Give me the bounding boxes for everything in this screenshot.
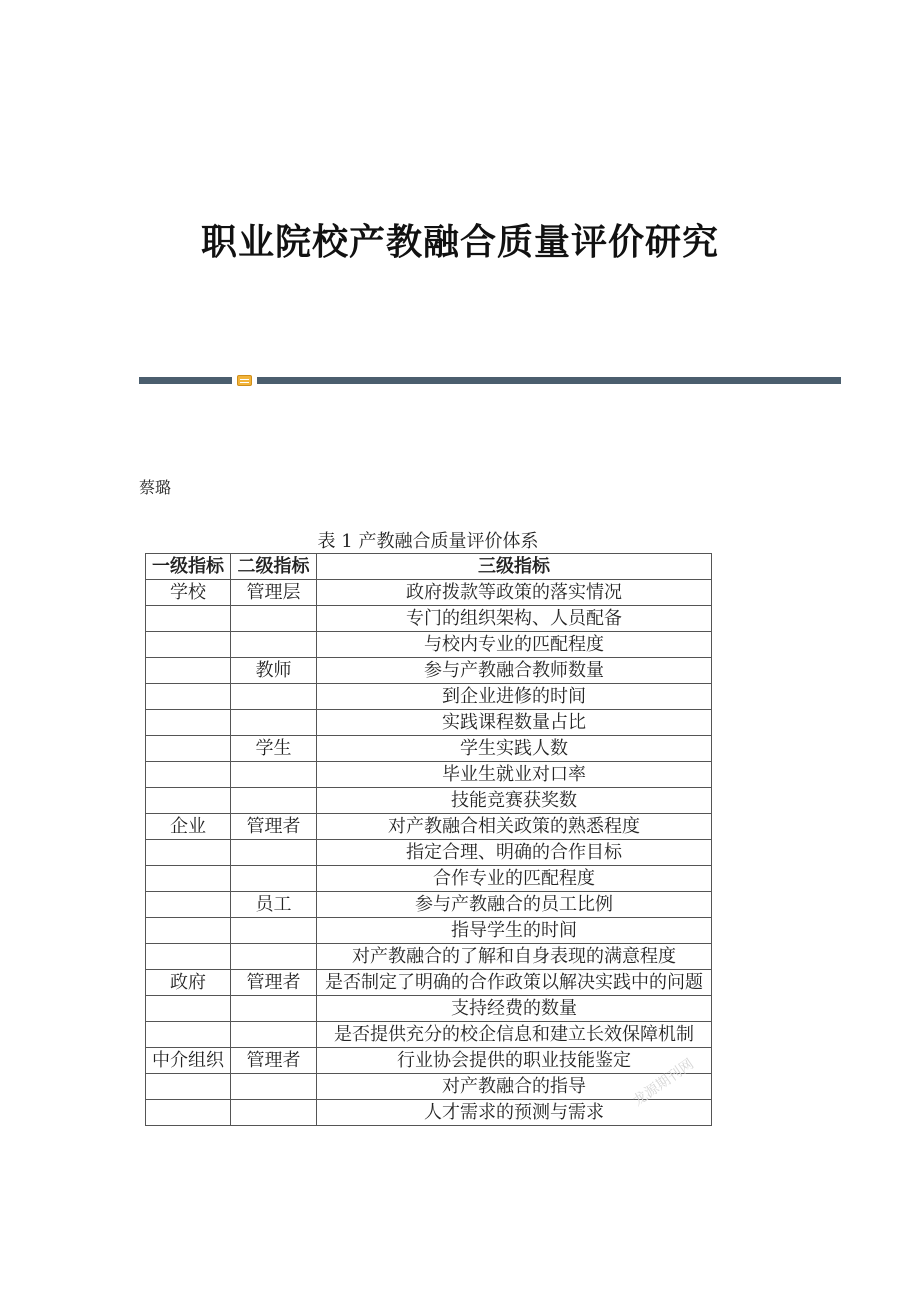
cell-level-3: 学生实践人数 [317, 736, 712, 762]
cell-level-3: 到企业进修的时间 [317, 684, 712, 710]
table-row [146, 762, 712, 788]
cell-level-1 [146, 1022, 231, 1048]
cell-level-1 [146, 736, 231, 762]
cell-level-3: 参与产教融合教师数量 [317, 658, 712, 684]
table-row [146, 632, 712, 658]
cell-level-2: 学生 [231, 736, 317, 762]
table-row [146, 814, 712, 840]
table-row [146, 606, 712, 632]
table-row [146, 658, 712, 684]
header-level-2: 二级指标 [231, 554, 317, 580]
cell-level-1 [146, 1100, 231, 1126]
cell-level-1 [146, 840, 231, 866]
table-row [146, 684, 712, 710]
cell-level-2: 管理层 [231, 580, 317, 606]
header-level-3: 三级指标 [317, 554, 712, 580]
table-row [146, 1100, 712, 1126]
cell-level-1 [146, 762, 231, 788]
cell-level-3: 政府拨款等政策的落实情况 [317, 580, 712, 606]
cell-level-3: 行业协会提供的职业技能鉴定 [317, 1048, 712, 1074]
cell-level-3: 实践课程数量占比 [317, 710, 712, 736]
cell-level-1 [146, 918, 231, 944]
cell-level-2: 管理者 [231, 814, 317, 840]
table-row [146, 710, 712, 736]
cell-level-2 [231, 684, 317, 710]
cell-level-2: 管理者 [231, 1048, 317, 1074]
cell-level-2 [231, 762, 317, 788]
cell-level-3: 技能竞赛获奖数 [317, 788, 712, 814]
document-title: 职业院校产教融合质量评价研究 [200, 221, 719, 263]
cell-level-1 [146, 788, 231, 814]
cell-level-3: 与校内专业的匹配程度 [317, 632, 712, 658]
table-row [146, 996, 712, 1022]
table-caption: 表 1 产教融合质量评价体系 [317, 531, 539, 552]
cell-level-2 [231, 1100, 317, 1126]
cell-level-1 [146, 866, 231, 892]
cell-level-2 [231, 632, 317, 658]
cell-level-2 [231, 1022, 317, 1048]
cell-level-1: 政府 [146, 970, 231, 996]
header-level-1: 一级指标 [146, 554, 231, 580]
cell-level-2 [231, 840, 317, 866]
cell-level-1 [146, 632, 231, 658]
watermark: 龙源期刊网 [630, 1056, 697, 1110]
cell-level-1: 企业 [146, 814, 231, 840]
cell-level-1 [146, 996, 231, 1022]
table-row [146, 944, 712, 970]
table-header-row [146, 554, 712, 580]
table-row [146, 918, 712, 944]
cell-level-1 [146, 684, 231, 710]
cell-level-3: 对产教融合相关政策的熟悉程度 [317, 814, 712, 840]
table-row [146, 892, 712, 918]
table-row [146, 866, 712, 892]
cell-level-3: 是否制定了明确的合作政策以解决实践中的问题 [317, 970, 712, 996]
table-row [146, 736, 712, 762]
divider-bar-right [257, 377, 841, 384]
cell-level-1 [146, 1074, 231, 1100]
cell-level-1 [146, 710, 231, 736]
table-row [146, 1048, 712, 1074]
title-divider [139, 375, 841, 385]
table-row [146, 840, 712, 866]
cell-level-3: 参与产教融合的员工比例 [317, 892, 712, 918]
cell-level-2 [231, 606, 317, 632]
table-row [146, 970, 712, 996]
cell-level-3: 指定合理、明确的合作目标 [317, 840, 712, 866]
author-name: 蔡璐 [139, 478, 172, 497]
cell-level-3: 专门的组织架构、人员配备 [317, 606, 712, 632]
cell-level-3: 支持经费的数量 [317, 996, 712, 1022]
cell-level-2 [231, 710, 317, 736]
table-row [146, 1074, 712, 1100]
cell-level-2 [231, 944, 317, 970]
cell-level-3: 对产教融合的指导 [317, 1074, 712, 1100]
table-row [146, 788, 712, 814]
cell-level-3: 人才需求的预测与需求 [317, 1100, 712, 1126]
cell-level-1: 中介组织 [146, 1048, 231, 1074]
cell-level-2 [231, 918, 317, 944]
cell-level-2: 员工 [231, 892, 317, 918]
cell-level-3: 毕业生就业对口率 [317, 762, 712, 788]
table-row [146, 580, 712, 606]
table-row [146, 1022, 712, 1048]
cell-level-2 [231, 788, 317, 814]
cell-level-2: 教师 [231, 658, 317, 684]
cell-level-3: 是否提供充分的校企信息和建立长效保障机制 [317, 1022, 712, 1048]
table-body [146, 580, 712, 1126]
cell-level-1 [146, 892, 231, 918]
cell-level-2 [231, 866, 317, 892]
cell-level-3: 合作专业的匹配程度 [317, 866, 712, 892]
cell-level-2 [231, 1074, 317, 1100]
cell-level-2 [231, 996, 317, 1022]
cell-level-1 [146, 944, 231, 970]
cell-level-1 [146, 658, 231, 684]
cell-level-2: 管理者 [231, 970, 317, 996]
cell-level-3: 对产教融合的了解和自身表现的满意程度 [317, 944, 712, 970]
cell-level-1: 学校 [146, 580, 231, 606]
evaluation-table [145, 553, 712, 1126]
cell-level-1 [146, 606, 231, 632]
document-icon [237, 375, 252, 386]
cell-level-3: 指导学生的时间 [317, 918, 712, 944]
divider-bar-left [139, 377, 232, 384]
